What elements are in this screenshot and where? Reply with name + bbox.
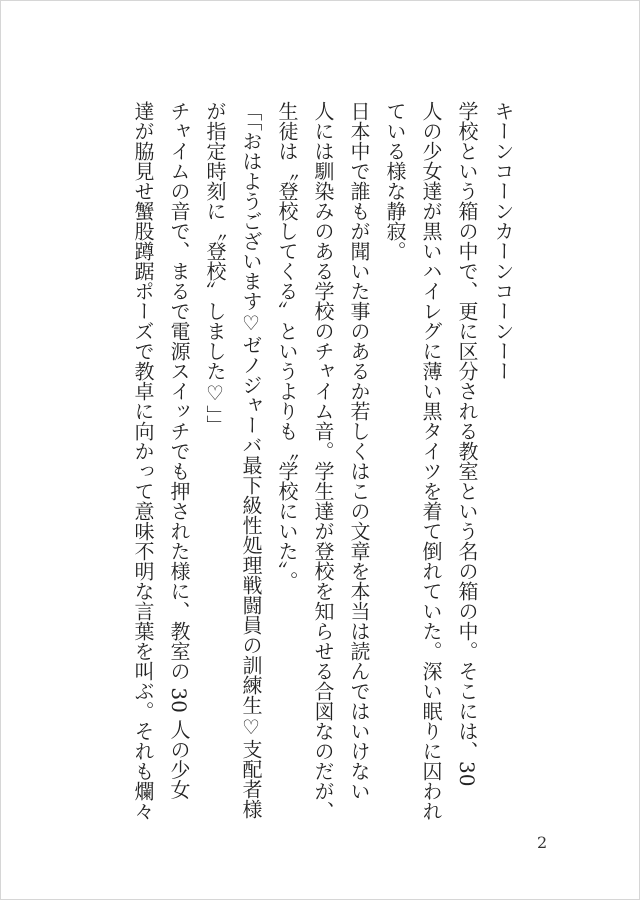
text-line: チャイムの音で、まるで電源スイッチでも押された様に、教室の 30 人の少女 [167,101,191,800]
text-line: ている様な静寂。 [383,101,407,261]
vertical-text-body [73,101,521,821]
text-line: 達が脇見せ蟹股蹲踞ポーズで教卓に向かって意味不明な言葉を叫ぶ。それも爛々 [131,101,155,821]
text-line: 日本中で誰もが聞いた事のあるか若しくはこの文章を本当は読んではいけない [347,101,371,801]
text-line: 学校という箱の中で、更に区分される教室という名の箱の中。そこには、30 [455,101,479,787]
dialogue-line: 「「おはようございます♡ゼノジャーバ最下級性処理戦闘員の訓練生♡支配者様 [239,101,263,819]
dialogue-line: が指定時刻に〝登校〟しました♡」」 [203,101,227,435]
text-line: 人には馴染みのある学校のチャイム音。学生達が登校を知らせる合図なのだが、 [311,101,335,821]
text-line: 生徒は〝登校してくる〟というよりも〝学校にいた〟。 [275,101,299,591]
chapter-heading: キーンコーンカーンコーンーー [491,101,515,381]
text-line: 人の少女達が黒いハイレグに薄い黒タイツを着て倒れていた。深い眠りに囚われ [419,101,443,821]
page-number: 2 [537,833,548,852]
